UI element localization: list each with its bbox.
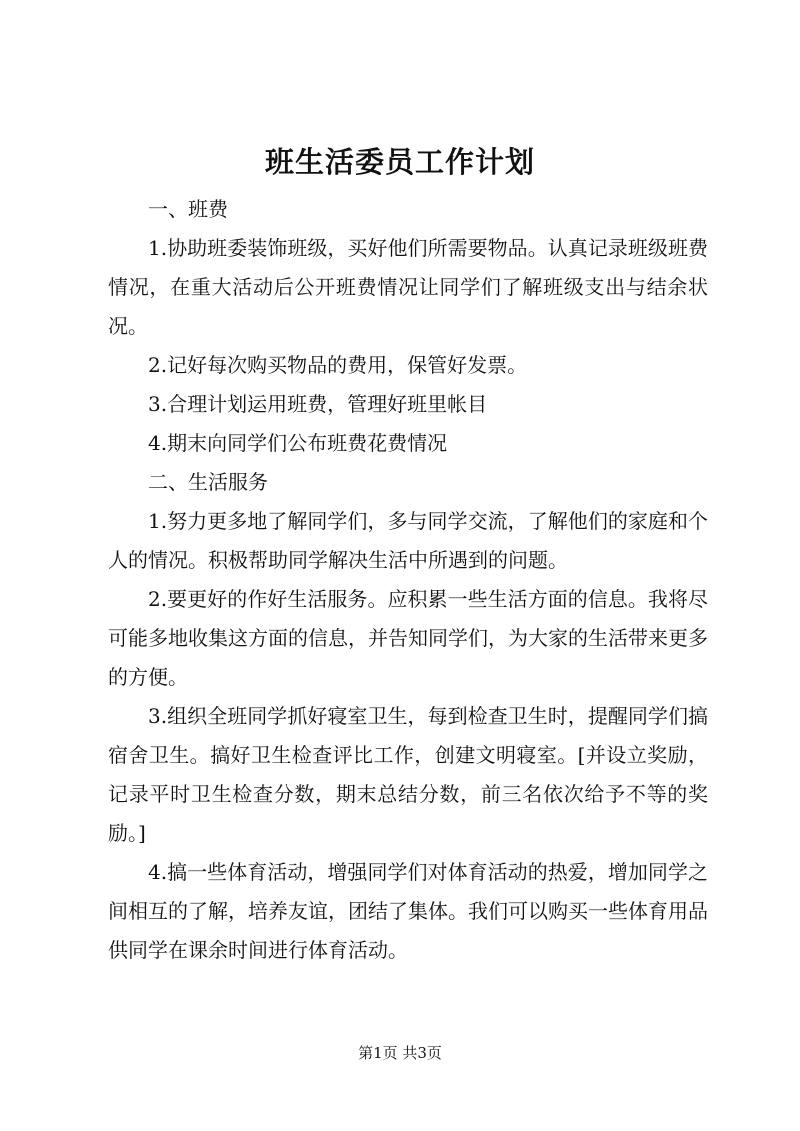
page-number-footer: 第1页 共3页 bbox=[358, 1044, 442, 1062]
paragraph: 4.搞一些体育活动，增强同学们对体育活动的热爱，增加同学之间相互的了解，培养友谊，团结了集体。我们可以购买一些体育用品供同学在课余时间进行体育活动。 bbox=[108, 860, 708, 962]
section-heading-class-fund: 一、班费 bbox=[148, 197, 228, 221]
paragraph: 4.期末向同学们公布班费花费情况 bbox=[148, 431, 448, 455]
paragraph: 2.记好每次购买物品的费用，保管好发票。 bbox=[148, 353, 528, 377]
document-body bbox=[108, 190, 708, 970]
paragraph: 2.要更好的作好生活服务。应积累一些生活方面的信息。我将尽可能多地收集这方面的信息，并告知同学们，为大家的生活带来更多的方便。 bbox=[108, 587, 708, 689]
paragraph: 1.努力更多地了解同学们，多与同学交流，了解他们的家庭和个人的情况。积极帮助同学解决生活中所遇到的问题。 bbox=[108, 509, 708, 572]
paragraph: 3.合理计划运用班费，管理好班里帐目 bbox=[148, 392, 488, 416]
paragraph: 1.协助班委装饰班级，买好他们所需要物品。认真记录班级班费情况，在重大活动后公开班费情况让同学们了解班级支出与结余状况。 bbox=[108, 236, 708, 338]
document-title: 班生活委员工作计划 bbox=[264, 145, 535, 179]
section-heading-life-service: 二、生活服务 bbox=[148, 470, 268, 494]
paragraph: 3.组织全班同学抓好寝室卫生，每到检查卫生时，提醒同学们搞宿舍卫生。搞好卫生检查评比工作，创建文明寝室。[并设立奖励，记录平时卫生检查分数，期末总结分数，前三名依次给予不等的奖励。] bbox=[108, 704, 708, 845]
